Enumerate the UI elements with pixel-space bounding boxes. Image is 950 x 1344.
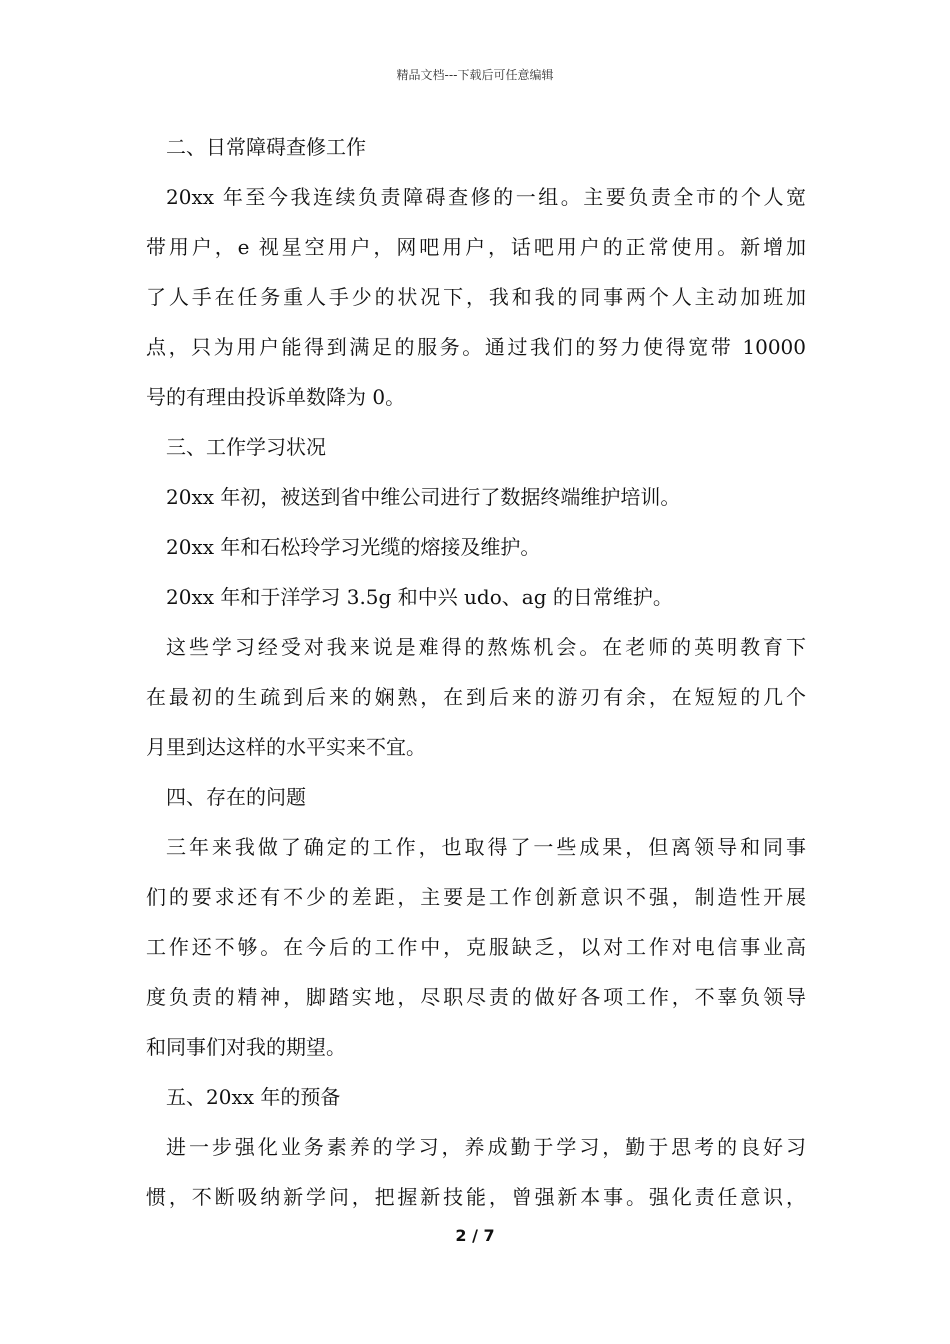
text-line: 点，只为用户能得到满足的服务。通过我们的努力使得宽带 10000 (146, 335, 806, 359)
page-number: 2 / 7 (455, 1226, 495, 1245)
text-line: 们的要求还有不少的差距，主要是工作创新意识不强，制造性开展 (146, 885, 806, 909)
text-line: 在最初的生疏到后来的娴熟，在到后来的游刃有余，在短短的几个 (146, 685, 806, 709)
text-line: 号的有理由投诉单数降为 0。 (146, 385, 406, 409)
document-body (146, 122, 806, 1222)
text-line: 20xx 年和于洋学习 3.5g 和中兴 udo、ag 的日常维护。 (166, 585, 673, 609)
text-line: 三年来我做了确定的工作，也取得了一些成果，但离领导和同事 (166, 835, 806, 859)
text-line: 进一步强化业务素养的学习，养成勤于学习，勤于思考的良好习 (166, 1135, 806, 1159)
text-line: 20xx 年和石松玲学习光缆的熔接及维护。 (166, 535, 541, 559)
text-line: 三、工作学习状况 (166, 435, 326, 459)
text-line: 度负责的精神，脚踏实地，尽职尽责的做好各项工作，不辜负领导 (146, 985, 806, 1009)
text-line: 工作还不够。在今后的工作中，克服缺乏，以对工作对电信事业高 (146, 935, 806, 959)
page-header: 精品文档---下载后可任意编辑 (396, 68, 554, 82)
text-line: 四、存在的问题 (166, 785, 306, 809)
text-line: 和同事们对我的期望。 (146, 1035, 346, 1059)
text-line: 这些学习经受对我来说是难得的熬炼机会。在老师的英明教育下 (166, 635, 806, 659)
text-line: 月里到达这样的水平实来不宜。 (146, 735, 426, 759)
text-line: 五、20xx 年的预备 (166, 1085, 341, 1109)
text-line: 惯，不断吸纳新学问，把握新技能，曾强新本事。强化责任意识， (146, 1185, 806, 1209)
text-line: 了人手在任务重人手少的状况下，我和我的同事两个人主动加班加 (146, 285, 806, 309)
text-line: 20xx 年初，被送到省中维公司进行了数据终端维护培训。 (166, 485, 681, 509)
text-line: 二、日常障碍查修工作 (166, 135, 366, 159)
text-line: 带用户，e 视星空用户，网吧用户，话吧用户的正常使用。新增加 (146, 235, 806, 259)
text-line: 20xx 年至今我连续负责障碍查修的一组。主要负责全市的个人宽 (166, 185, 806, 209)
